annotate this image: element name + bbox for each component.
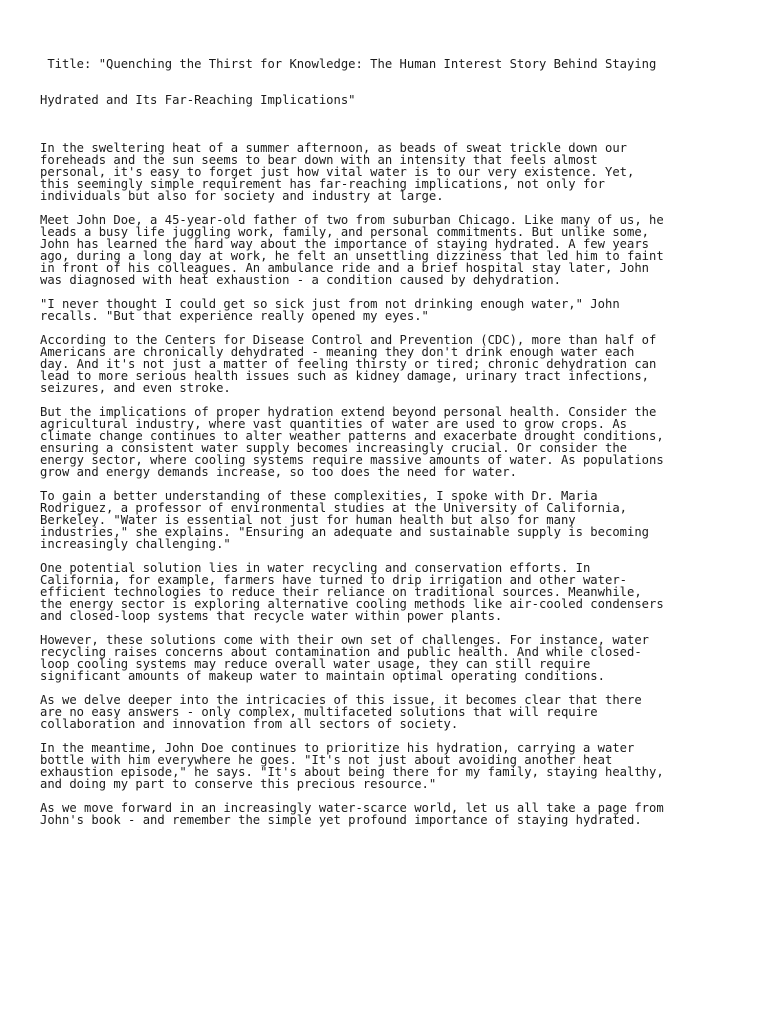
paragraph-line: increasingly challenging." xyxy=(40,537,231,551)
document-body xyxy=(40,142,730,826)
paragraph-line: leads a busy life juggling work, family, and personal commitments. But unlike some, xyxy=(40,225,650,239)
paragraph-line: John has learned the hard way about the importance of staying hydrated. A few years xyxy=(40,237,650,251)
paragraph-line: this seemingly simple requirement has far-reaching implications, not only for xyxy=(40,177,605,191)
paragraph-line: lead to more serious health issues such as kidney damage, urinary tract infections, xyxy=(40,369,650,383)
paragraph xyxy=(40,490,730,550)
paragraph-line: in front of his colleagues. An ambulance ride and a brief hospital stay later, John xyxy=(40,261,650,275)
paragraph-line: bottle with him everywhere he goes. "It's not just about avoiding another heat xyxy=(40,753,613,767)
paragraph-line: personal, it's easy to forget just how vital water is to our very existence. Yet, xyxy=(40,165,635,179)
paragraph-line: However, these solutions come with their own set of challenges. For instance, water xyxy=(40,633,650,647)
paragraph-line: As we delve deeper into the intricacies of this issue, it becomes clear that there xyxy=(40,693,642,707)
paragraph xyxy=(40,562,730,622)
paragraph-line: agricultural industry, where vast quantities of water are used to grow crops. As xyxy=(40,417,627,431)
paragraph-line: One potential solution lies in water recycling and conservation efforts. In xyxy=(40,561,591,575)
paragraph-line: Rodriguez, a professor of environmental studies at the University of California, xyxy=(40,501,627,515)
paragraph xyxy=(40,802,730,826)
paragraph-line: grow and energy demands increase, so too does the need for water. xyxy=(40,465,517,479)
paragraph-line: loop cooling systems may reduce overall water usage, they can still require xyxy=(40,657,591,671)
paragraph-line: industries," she explains. "Ensuring an adequate and sustainable supply is becoming xyxy=(40,525,650,539)
paragraph-line: recycling raises concerns about contamination and public health. And while closed- xyxy=(40,645,642,659)
paragraph-line: Americans are chronically dehydrated - meaning they don't drink enough water each xyxy=(40,345,635,359)
paragraph xyxy=(40,406,730,478)
paragraph-line: exhaustion episode," he says. "It's about being there for my family, staying healthy, xyxy=(40,765,664,779)
paragraph-line: But the implications of proper hydration extend beyond personal health. Consider the xyxy=(40,405,657,419)
paragraph-line: climate change continues to alter weather patterns and exacerbate drought conditions, xyxy=(40,429,664,443)
paragraph-line: recalls. "But that experience really opened my eyes." xyxy=(40,309,429,323)
paragraph-line: day. And it's not just a matter of feeling thirsty or tired; chronic dehydration can xyxy=(40,357,657,371)
paragraph xyxy=(40,334,730,394)
paragraph xyxy=(40,694,730,730)
paragraph-line: and closed-loop systems that recycle water within power plants. xyxy=(40,609,503,623)
paragraph-line: was diagnosed with heat exhaustion - a condition caused by dehydration. xyxy=(40,273,561,287)
paragraph-line: "I never thought I could get so sick just from not drinking enough water," John xyxy=(40,297,620,311)
paragraph xyxy=(40,214,730,286)
paragraph xyxy=(40,634,730,682)
document-page xyxy=(40,34,730,838)
paragraph-line: In the sweltering heat of a summer afternoon, as beads of sweat trickle down our xyxy=(40,141,627,155)
paragraph-line: California, for example, farmers have turned to drip irrigation and other water- xyxy=(40,573,627,587)
paragraph-line: As we move forward in an increasingly water-scarce world, let us all take a page from xyxy=(40,801,664,815)
paragraph xyxy=(40,298,730,322)
paragraph-line: ago, during a long day at work, he felt an unsettling dizziness that led him to faint xyxy=(40,249,664,263)
paragraph xyxy=(40,742,730,790)
paragraph-line: are no easy answers - only complex, multifaceted solutions that will require xyxy=(40,705,598,719)
paragraph-line: collaboration and innovation from all sectors of society. xyxy=(40,717,459,731)
paragraph-line: individuals but also for society and industry at large. xyxy=(40,189,444,203)
paragraph xyxy=(40,142,730,202)
paragraph-line: the energy sector is exploring alternative cooling methods like air-cooled condensers xyxy=(40,597,664,611)
paragraph-line: To gain a better understanding of these complexities, I spoke with Dr. Maria xyxy=(40,489,598,503)
paragraph-line: Berkeley. "Water is essential not just for human health but also for many xyxy=(40,513,576,527)
paragraph-line: According to the Centers for Disease Control and Prevention (CDC), more than half of xyxy=(40,333,657,347)
paragraph-line: efficient technologies to reduce their reliance on traditional sources. Meanwhile, xyxy=(40,585,642,599)
paragraph-line: John's book - and remember the simple yet profound importance of staying hydrated. xyxy=(40,813,642,827)
title-line: Hydrated and Its Far-Reaching Implications" xyxy=(40,93,356,107)
paragraph-line: Meet John Doe, a 45-year-old father of two from suburban Chicago. Like many of us, he xyxy=(40,213,664,227)
document-title xyxy=(40,34,730,130)
paragraph-line: foreheads and the sun seems to bear down with an intensity that feels almost xyxy=(40,153,598,167)
paragraph-line: In the meantime, John Doe continues to prioritize his hydration, carrying a water xyxy=(40,741,635,755)
paragraph-line: significant amounts of makeup water to maintain optimal operating conditions. xyxy=(40,669,605,683)
title-line: Title: "Quenching the Thirst for Knowledge: The Human Interest Story Behind Staying xyxy=(40,57,657,71)
paragraph-line: ensuring a consistent water supply becomes increasingly crucial. Or consider the xyxy=(40,441,627,455)
paragraph-line: energy sector, where cooling systems require massive amounts of water. As populations xyxy=(40,453,664,467)
paragraph-line: seizures, and even stroke. xyxy=(40,381,231,395)
paragraph-line: and doing my part to conserve this precious resource." xyxy=(40,777,437,791)
